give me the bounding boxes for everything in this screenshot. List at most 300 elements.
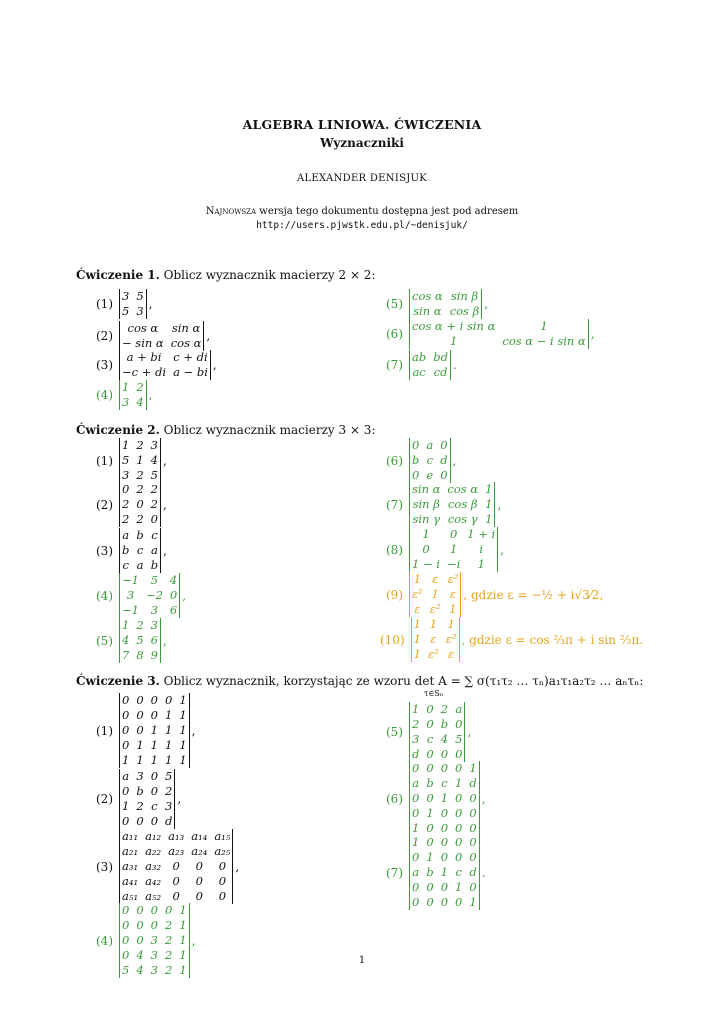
matrix-cell: 1 + i	[467, 527, 496, 541]
item-tail: .	[481, 865, 486, 880]
matrix-cell: 5	[150, 468, 158, 482]
matrix-cell: 5	[136, 289, 144, 303]
item-tail: ,	[162, 453, 167, 468]
item-number: (6)	[386, 791, 403, 806]
matrix-cell: 1	[164, 753, 173, 767]
matrix-cell: 2	[136, 380, 144, 394]
ex3-item-2	[96, 769, 181, 829]
matrix-cell: −c + di	[122, 365, 167, 379]
matrix-cell: 1	[122, 380, 130, 394]
matrix-cell: 2	[136, 468, 144, 482]
item-tail: ,	[497, 497, 502, 512]
matrix-cell: cos α − i sin α	[502, 334, 586, 348]
matrix-cell: 7	[122, 648, 130, 662]
matrix-cell: 0	[440, 438, 448, 452]
matrix-cell: 1	[429, 617, 438, 631]
item-tail: ,	[162, 497, 167, 512]
matrix-cell: 2	[136, 618, 144, 632]
matrix-cell: 0	[440, 895, 449, 909]
matrix-cell: 1	[422, 527, 430, 541]
determinant-matrix	[119, 903, 190, 978]
ex2-item-6	[386, 438, 456, 483]
matrix-cell: 0	[426, 880, 434, 894]
item-tail: ,	[177, 792, 182, 806]
matrix-cell: b	[136, 528, 144, 542]
matrix-cell: 3	[126, 588, 135, 602]
matrix-cell: 0	[136, 693, 144, 707]
determinant-matrix	[119, 528, 161, 573]
matrix-cell: 3	[150, 618, 158, 632]
matrix-cell: 1	[164, 723, 173, 737]
ex2-item-1	[96, 438, 167, 483]
matrix-cell: 1 − i	[412, 557, 440, 571]
ex2-item-9	[386, 572, 603, 617]
matrix-cell: 2	[440, 702, 449, 716]
matrix-cell: 2	[164, 948, 173, 962]
matrix-cell: 1	[179, 963, 187, 977]
matrix-cell: 4	[136, 948, 144, 962]
matrix-cell: 5	[455, 732, 463, 746]
matrix-cell: 2	[136, 482, 144, 496]
item-tail: ,	[467, 725, 472, 739]
matrix-cell: d	[440, 453, 448, 467]
matrix-cell: 4	[136, 395, 144, 409]
exercise-2-heading	[76, 423, 376, 437]
matrix-cell: a₅₁	[122, 889, 139, 903]
document-url[interactable]: http://users.pjwstk.edu.pl/~denisjuk/	[256, 220, 468, 231]
matrix-cell: c	[426, 453, 434, 467]
matrix-cell: e	[426, 468, 434, 482]
matrix-cell: a₂₂	[145, 844, 162, 858]
matrix-cell: 0	[150, 814, 159, 828]
matrix-cell: cos γ	[447, 512, 478, 526]
matrix-cell: 0	[412, 791, 420, 805]
item-tail: ,	[484, 297, 489, 311]
matrix-cell: 3	[150, 438, 158, 452]
determinant-matrix	[119, 573, 180, 618]
matrix-cell: 0	[122, 814, 130, 828]
matrix-cell: 1	[179, 723, 187, 737]
matrix-cell: ε	[430, 632, 437, 646]
matrix-cell: ab	[412, 350, 427, 364]
matrix-cell: 0	[440, 835, 449, 849]
matrix-cell: 3	[165, 799, 173, 813]
matrix-cell: 1	[440, 865, 449, 879]
matrix-cell: 3	[412, 732, 420, 746]
matrix-cell: b	[440, 717, 449, 731]
matrix-cell: 3	[150, 948, 158, 962]
matrix-cell: 1	[164, 708, 173, 722]
ex1-item-1	[96, 289, 152, 319]
ex1-item-5	[386, 289, 488, 319]
matrix-cell: sin α	[413, 304, 442, 318]
matrix-cell: 1	[122, 438, 130, 452]
matrix-cell: sin α	[171, 321, 201, 335]
matrix-cell: 0	[136, 814, 144, 828]
determinant-matrix	[119, 321, 204, 351]
matrix-cell: 0	[426, 761, 434, 775]
item-number: (7)	[386, 358, 403, 372]
matrix-cell: cos α	[412, 289, 443, 303]
matrix-cell: 1	[469, 761, 477, 775]
matrix-cell: 1	[136, 738, 144, 752]
matrix-cell: a₂₁	[122, 844, 139, 858]
matrix-cell: cos β	[449, 304, 480, 318]
item-tail: ,	[500, 542, 505, 557]
matrix-cell: 1	[150, 738, 158, 752]
determinant-matrix	[409, 319, 589, 349]
matrix-cell: 0	[172, 874, 180, 888]
matrix-cell: 4	[169, 573, 178, 587]
matrix-cell: d	[165, 814, 173, 828]
matrix-cell: 2	[164, 933, 173, 947]
matrix-cell: 1	[179, 738, 187, 752]
matrix-cell: c	[441, 776, 448, 790]
matrix-cell: 3	[122, 289, 130, 303]
ex3-item-5	[386, 702, 471, 762]
matrix-cell: a + bi	[126, 350, 162, 364]
ex1-item-7	[386, 350, 457, 380]
ex2-item-3	[96, 528, 167, 573]
matrix-cell: 4	[440, 732, 449, 746]
matrix-cell: 0	[469, 835, 477, 849]
item-number: (10)	[380, 632, 405, 647]
item-number: (7)	[386, 497, 403, 512]
determinant-matrix	[409, 835, 480, 910]
matrix-cell: 1	[413, 647, 421, 661]
matrix-cell: 0	[136, 723, 144, 737]
matrix-cell: d	[469, 865, 477, 879]
matrix-cell: 0	[150, 708, 158, 722]
exercise-3-label: Ćwiczenie 3.	[76, 674, 160, 688]
determinant-matrix	[411, 617, 460, 662]
matrix-cell: 5	[165, 769, 173, 783]
matrix-cell: a	[412, 776, 420, 790]
ex3-item-6	[386, 761, 486, 836]
matrix-cell: b	[412, 453, 420, 467]
matrix-cell: 0	[455, 806, 463, 820]
determinant-matrix	[119, 482, 161, 527]
matrix-cell: 1	[413, 572, 422, 586]
determinant-matrix	[119, 693, 190, 768]
ex1-item-4	[96, 380, 152, 410]
exercise-3-text: Oblicz wyznacznik, korzystając ze wzoru det A = ∑ σ(τ₁τ₂ … τₙ)a₁τ₁a₂τ₂ … aₙτₙ:	[159, 674, 644, 688]
matrix-cell: cos β	[447, 497, 478, 511]
item-number: (4)	[96, 933, 113, 948]
matrix-cell: 3	[150, 963, 158, 977]
matrix-cell: 3	[150, 933, 158, 947]
matrix-cell: b	[426, 865, 434, 879]
matrix-cell: ε²	[445, 632, 457, 646]
matrix-cell: 0	[195, 859, 203, 873]
matrix-cell: 0	[136, 933, 144, 947]
item-number: (5)	[96, 633, 113, 648]
matrix-cell: a₃₁	[122, 859, 139, 873]
matrix-cell: 2	[150, 497, 158, 511]
matrix-cell: 1	[449, 602, 457, 616]
matrix-cell: 0	[426, 821, 434, 835]
matrix-cell: a₂₅	[214, 844, 231, 858]
matrix-cell: 0	[136, 918, 144, 932]
matrix-cell: 0	[172, 859, 180, 873]
matrix-cell: cd	[433, 365, 448, 379]
matrix-cell: 2	[412, 717, 420, 731]
determinant-matrix	[119, 350, 211, 380]
matrix-cell: 0	[122, 708, 130, 722]
matrix-cell: 0	[150, 693, 158, 707]
exercise-1-text: Oblicz wyznacznik macierzy 2 × 2:	[159, 268, 376, 282]
determinant-matrix	[119, 829, 233, 904]
document-subtitle: Wyznaczniki	[320, 136, 404, 150]
matrix-cell: 0	[412, 806, 420, 820]
matrix-cell: d	[469, 776, 477, 790]
ex2-item-2	[96, 482, 167, 527]
matrix-cell: 0	[136, 903, 144, 917]
matrix-cell: 0	[172, 889, 180, 903]
matrix-cell: 1	[412, 835, 420, 849]
matrix-cell: 1	[455, 776, 463, 790]
matrix-cell: 0	[122, 738, 130, 752]
matrix-cell: 0	[150, 512, 158, 526]
matrix-cell: a₂₃	[168, 844, 185, 858]
matrix-cell: 0	[412, 895, 420, 909]
matrix-cell: 1	[412, 702, 420, 716]
version-note-lead: Najnowsza	[205, 206, 257, 217]
matrix-cell: 0	[426, 702, 434, 716]
matrix-cell: sin β	[412, 497, 440, 511]
matrix-cell: 0	[218, 874, 227, 888]
matrix-cell: 0	[440, 761, 449, 775]
matrix-cell: a₁₃	[168, 829, 185, 843]
sum-subscript: τ∈Sₙ	[424, 689, 444, 698]
ex3-item-7	[386, 835, 486, 910]
matrix-cell: 1	[179, 753, 187, 767]
matrix-cell: cos α + i sin α	[412, 319, 496, 333]
matrix-cell: 0	[440, 850, 449, 864]
matrix-cell: 0	[122, 482, 130, 496]
matrix-cell: 0	[455, 850, 463, 864]
item-tail: ,	[235, 859, 240, 874]
matrix-cell: cos α	[127, 321, 159, 335]
ex2-item-4	[96, 573, 186, 618]
matrix-cell: a	[151, 543, 158, 557]
matrix-cell: ε²	[447, 572, 459, 586]
item-tail: .	[452, 358, 457, 372]
matrix-cell: c	[122, 558, 129, 572]
item-number: (3)	[96, 358, 113, 372]
matrix-cell: 4	[122, 633, 130, 647]
matrix-cell: 1	[179, 708, 187, 722]
matrix-cell: 5	[122, 963, 130, 977]
determinant-matrix	[409, 527, 498, 572]
matrix-cell: b	[136, 784, 144, 798]
matrix-cell: 2	[164, 963, 173, 977]
matrix-cell: 1	[477, 557, 485, 571]
matrix-cell: −1	[122, 603, 139, 617]
matrix-cell: 0	[412, 468, 420, 482]
matrix-cell: 1	[150, 753, 158, 767]
matrix-cell: 0	[412, 761, 420, 775]
item-number: (2)	[96, 792, 113, 806]
matrix-cell: 0	[455, 821, 463, 835]
matrix-cell: 3	[136, 304, 144, 318]
matrix-cell: 6	[169, 603, 178, 617]
matrix-cell: 0	[469, 791, 477, 805]
matrix-cell: 0	[150, 918, 158, 932]
matrix-cell: 2	[164, 918, 173, 932]
matrix-cell: 1	[122, 618, 130, 632]
matrix-cell: c	[426, 732, 434, 746]
item-number: (3)	[96, 543, 113, 558]
matrix-cell: 1	[413, 617, 421, 631]
exercise-2-label: Ćwiczenie 2.	[76, 423, 160, 437]
matrix-cell: 0	[426, 895, 434, 909]
version-note	[0, 206, 724, 217]
matrix-cell: 1	[469, 895, 477, 909]
ex3-item-3	[96, 829, 239, 904]
determinant-matrix	[409, 572, 461, 617]
matrix-cell: 1	[485, 497, 493, 511]
matrix-cell: sin α	[412, 482, 441, 496]
matrix-cell: sin β	[450, 289, 479, 303]
matrix-cell: a	[136, 558, 144, 572]
matrix-cell: a₁₁	[122, 829, 139, 843]
page-number: 1	[358, 955, 366, 966]
matrix-cell: b	[122, 543, 130, 557]
ex2-item-5	[96, 618, 167, 663]
matrix-cell: 5	[150, 573, 159, 587]
matrix-cell: 0	[469, 880, 477, 894]
matrix-cell: ε	[414, 602, 421, 616]
item-number: (2)	[96, 497, 113, 512]
determinant-matrix	[119, 289, 147, 319]
matrix-cell: 1	[485, 512, 493, 526]
matrix-cell: a₅₂	[145, 889, 162, 903]
matrix-cell: 0	[122, 784, 130, 798]
document-title: ALGEBRA LINIOWA. ĆWICZENIA	[242, 117, 482, 132]
matrix-cell: 0	[422, 542, 430, 556]
item-number: (7)	[386, 865, 403, 880]
matrix-cell: 1	[431, 587, 439, 601]
matrix-cell: 0	[440, 880, 449, 894]
matrix-cell: 5	[122, 453, 130, 467]
ex2-item-8	[386, 527, 504, 572]
matrix-cell: 1	[485, 482, 493, 496]
matrix-cell: 1	[426, 850, 434, 864]
matrix-cell: 2	[136, 438, 144, 452]
matrix-cell: 0	[455, 791, 463, 805]
matrix-cell: 1	[179, 903, 187, 917]
matrix-cell: ε	[448, 647, 455, 661]
version-note-text: wersja tego dokumentu dostępna jest pod adresem	[256, 206, 519, 217]
matrix-cell: 0	[440, 747, 449, 761]
matrix-cell: a₄₂	[145, 874, 162, 888]
ex2-item-10	[380, 617, 643, 662]
matrix-cell: 0	[122, 933, 130, 947]
matrix-cell: cos α	[170, 336, 202, 350]
matrix-cell: 0	[150, 769, 159, 783]
item-tail: ,	[212, 358, 217, 372]
ex1-item-2	[96, 321, 210, 351]
matrix-cell: 1	[426, 806, 434, 820]
matrix-cell: b	[150, 558, 159, 572]
matrix-cell: 2	[150, 482, 158, 496]
determinant-matrix	[409, 482, 495, 527]
item-tail: ,	[163, 543, 167, 558]
matrix-cell: 0	[195, 889, 203, 903]
determinant-matrix	[409, 702, 465, 762]
matrix-cell: 1	[122, 799, 130, 813]
matrix-cell: ε²	[429, 602, 441, 616]
matrix-cell: 0	[449, 527, 458, 541]
matrix-cell: 1	[179, 948, 187, 962]
matrix-cell: 0	[122, 918, 130, 932]
matrix-cell: 1	[450, 334, 458, 348]
matrix-cell: bd	[433, 350, 448, 364]
determinant-matrix	[119, 380, 147, 410]
matrix-cell: 0	[455, 717, 463, 731]
matrix-cell: 0	[122, 903, 130, 917]
item-number: (8)	[386, 542, 403, 557]
matrix-cell: 1	[540, 319, 548, 333]
matrix-cell: 0	[122, 723, 130, 737]
matrix-cell: cos α	[447, 482, 479, 496]
item-tail: ,	[148, 297, 153, 311]
item-number: (1)	[96, 723, 113, 738]
matrix-cell: a₁₅	[214, 829, 231, 843]
item-number: (5)	[386, 725, 403, 739]
item-number: (5)	[386, 297, 403, 311]
matrix-cell: 0	[169, 588, 178, 602]
matrix-cell: 1	[455, 880, 463, 894]
item-tail: ,	[191, 933, 196, 948]
matrix-cell: 2	[165, 784, 173, 798]
matrix-cell: ε²	[412, 587, 423, 601]
matrix-cell: a	[122, 528, 130, 542]
matrix-cell: 1	[179, 693, 187, 707]
matrix-cell: 2	[136, 512, 144, 526]
ex3-item-1	[96, 693, 195, 768]
matrix-cell: 1	[447, 617, 455, 631]
matrix-cell: 0	[455, 835, 463, 849]
matrix-cell: 0	[136, 708, 144, 722]
matrix-cell: 2	[122, 512, 130, 526]
matrix-cell: ac	[412, 365, 426, 379]
matrix-cell: −2	[145, 588, 163, 602]
matrix-cell: 0	[469, 821, 477, 835]
item-number: (6)	[386, 327, 403, 341]
item-tail: ,	[452, 453, 457, 468]
matrix-cell: 0	[122, 948, 130, 962]
author: ALEXANDER DENISJUK	[296, 173, 428, 184]
matrix-cell: − sin α	[122, 336, 164, 350]
matrix-cell: 1	[440, 791, 449, 805]
ex3-item-4	[96, 903, 195, 978]
matrix-cell: −1	[122, 573, 139, 587]
item-number: (1)	[96, 453, 113, 468]
matrix-cell: a₁₂	[145, 829, 162, 843]
item-tail: ,	[191, 723, 196, 738]
matrix-cell: 0	[412, 880, 420, 894]
matrix-cell: 5	[136, 633, 144, 647]
matrix-cell: 0	[164, 903, 173, 917]
item-number: (2)	[96, 329, 113, 343]
matrix-cell: a	[455, 702, 463, 716]
matrix-cell: 0	[426, 717, 434, 731]
matrix-cell: 0	[122, 693, 130, 707]
matrix-cell: d	[412, 747, 420, 761]
determinant-matrix	[119, 618, 161, 663]
